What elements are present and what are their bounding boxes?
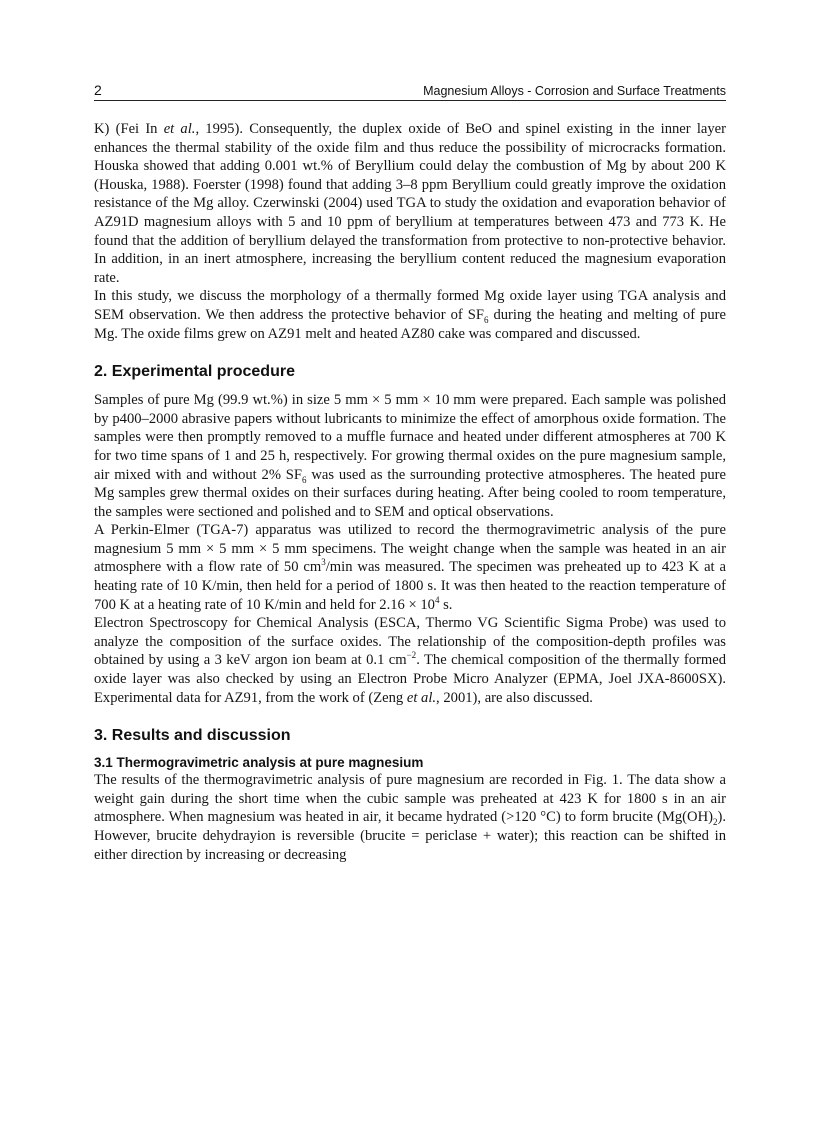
page-number: 2 xyxy=(94,82,102,98)
section-heading-experimental: 2. Experimental procedure xyxy=(94,363,295,381)
running-title: Magnesium Alloys - Corrosion and Surface Treatments xyxy=(423,84,726,98)
page-content xyxy=(94,120,726,864)
paragraph-experimental-1: Samples of pure Mg (99.9 wt.%) in size 5 mm × 5 mm × 10 mm were prepared. Each sample was polished by p400–2000 abrasive papers without lubricants to minimize the effect of amorphous oxide formation. The samples were then promptly removed to a muffle furnace and heated under different atmospheres at 700 K for two time spans of 1 and 25 h, respectively. For growing thermal oxides on the pure magnesium sample, air mixed with and without 2% $SF_6$ was used as the surrounding protective atmospheres. The heated pure Mg samples grew thermal oxides on their surfaces during heating. After being cooled to room temperature, the samples were sectioned and polished and to SEM and optical observations. xyxy=(94,392,727,520)
paragraph-results-1: The results of the thermogravimetric analysis of pure magnesium are recorded in Fig. 1. The data show a weight gain during the short time when the cubic sample was preheated at 423 K for 1800 s in an air atmosphere. When magnesium was heated in air, it became hydrated (>120 °C) to form brucite $(Mg(OH)_2)$. However, brucite dehydrayion is reversible (brucite = periclase + water); this reaction can be shifted in either direction by increasing or decreasing xyxy=(94,772,726,863)
page xyxy=(94,80,726,864)
running-header xyxy=(94,80,726,101)
section-heading-results: 3. Results and discussion xyxy=(94,727,291,745)
paragraph-intro-1: K) (Fei In et al., 1995). Consequently, the duplex oxide of BeO and spinel existing in the inner layer enhances the thermal stability of the oxide film and thus reduce the possibility of microcracks formation. Houska showed that adding 0.001 wt.% of Beryllium could delay the combustion of Mg by about 200 K (Houska, 1988). Foerster (1998) found that adding 3–8 ppm Beryllium could greatly improve the oxidation resistance of the Mg alloy. Czerwinski (2004) used TGA to study the oxidation and evaporation behavior of AZ91D magnesium alloys with 5 and 10 ppm of beryllium at temperatures between 473 and 773 K. He found that the addition of beryllium delayed the transformation from protective to non-protective behavior. In addition, in an inert atmosphere, increasing the beryllium content reduced the magnesium evaporation rate. xyxy=(94,121,726,286)
paragraph-experimental-2: A Perkin-Elmer (TGA-7) apparatus was utilized to record the thermogravimetric analysis of the pure magnesium 5 mm × 5 mm × 5 mm specimens. The weight change when the sample was heated in an air atmosphere with a flow rate of 50 $cm^3/\min$ was measured. The specimen was preheated up to 423 K at a heating rate of 10 K/min, then held for a period of 1800 s. It was then heated to the reaction temperature of 700 K at a heating rate of 10 K/min and held for $2.16 \times 10^4$ s. xyxy=(94,522,726,613)
paragraph-experimental-3: Electron Spectroscopy for Chemical Analysis (ESCA, Thermo VG Scientific Sigma Probe) was used to analyze the composition of the surface oxides. The relationship of the composition-depth profiles was obtained by using a 3 keV argon ion beam at 0.1 $cm^{-2}$. The chemical composition of the thermally formed oxide layer was also checked by using an Electron Probe Micro Analyzer (EPMA, Joel JXA-8600SX). Experimental data for AZ91, from the work of (Zeng et al., 2001), are also discussed. xyxy=(94,615,726,706)
paragraph-intro-2: In this study, we discuss the morphology of a thermally formed Mg oxide layer using TGA analysis and SEM observation. We then address the protective behavior of $SF_6$ during the heating and melting of pure Mg. The oxide films grew on AZ91 melt and heated AZ80 cake was compared and discussed. xyxy=(94,288,726,342)
subsection-heading-tga: 3.1 Thermogravimetric analysis at pure magnesium xyxy=(94,755,424,771)
